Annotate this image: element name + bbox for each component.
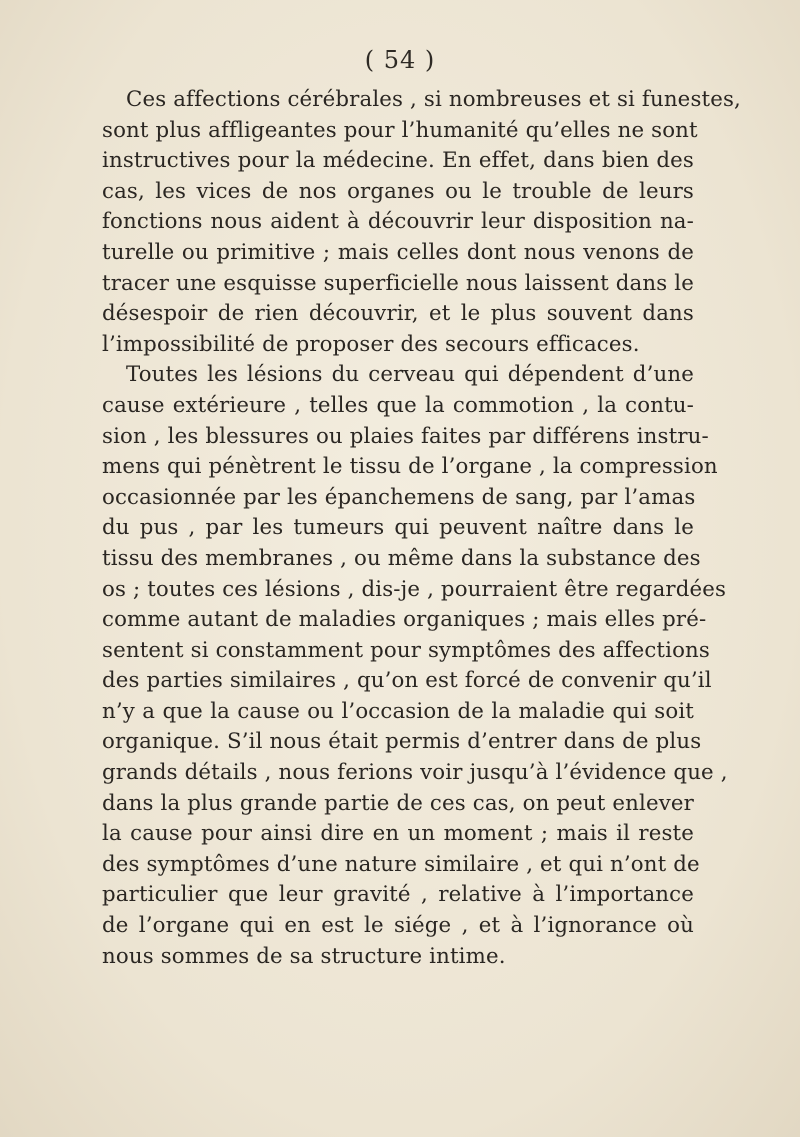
text-line: cas, les vices de nos organes ou le trouble de leurs [102,178,694,204]
text-line: des symptômes d’une nature similaire , et qui n’ont de [102,851,700,877]
text-line: des parties similaires , qu’on est forcé de convenir qu’il [102,668,712,694]
text-line: occasionnée par les épanchemens de sang, par l’amas [102,484,696,510]
text-line: os ; toutes ces lésions , dis-je , pourraient être regardées [102,576,727,602]
text-line: organique. S’il nous était permis d’entrer dans de plus [102,729,702,755]
text-line: sentent si constamment pour symptômes des affections [102,637,711,663]
text-line: comme autant de maladies organiques ; mais elles pré- [102,607,707,633]
text-line: du pus , par les tumeurs qui peuvent naître dans le [102,515,694,541]
text-line: cause extérieure , telles que la commotion , la contu- [102,392,694,418]
text-line: dans la plus grande partie de ces cas, on peut enlever [102,790,694,816]
text-line: n’y a que la cause ou l’occasion de la maladie qui soit [102,698,694,724]
paragraph-1 [102,85,741,360]
text-line: fonctions nous aident à découvrir leur disposition na- [102,209,694,235]
text-line: tracer une esquisse superficielle nous laissent dans le [102,270,694,296]
text-line: Ces affections cérébrales , si nombreuses et si funestes, [126,87,741,112]
text-line: grands détails , nous ferions voir jusqu’à l’évidence que , [102,760,728,786]
page-number: ( 54 ) [364,46,436,74]
body-text [102,85,741,972]
text-line: mens qui pénètrent le tissu de l’organe , la compression [102,454,718,480]
text-line: sion , les blessures ou plaies faites par différens instru- [102,423,709,449]
text-line: Toutes les lésions du cerveau qui dépendent d’une [126,362,694,388]
text-line: de l’organe qui en est le siége , et à l’ignorance où [102,913,694,939]
text-line: tissu des membranes , ou même dans la substance des [102,545,701,571]
text-line: désespoir de rien découvrir, et le plus souvent dans [102,301,694,327]
text-line: sont plus affligeantes pour l’humanité qu’elles ne sont [102,117,698,143]
text-line: l’impossibilité de proposer des secours efficaces. [102,331,640,357]
text-line: particulier que leur gravité , relative à l’importance [102,882,694,908]
text-line: la cause pour ainsi dire en un moment ; mais il reste [102,821,694,847]
text-line: instructives pour la médecine. En effet, dans bien des [102,148,694,174]
text-line: turelle ou primitive ; mais celles dont nous venons de [102,239,694,265]
text-line: nous sommes de sa structure intime. [102,943,506,969]
paragraph-2 [102,360,728,972]
